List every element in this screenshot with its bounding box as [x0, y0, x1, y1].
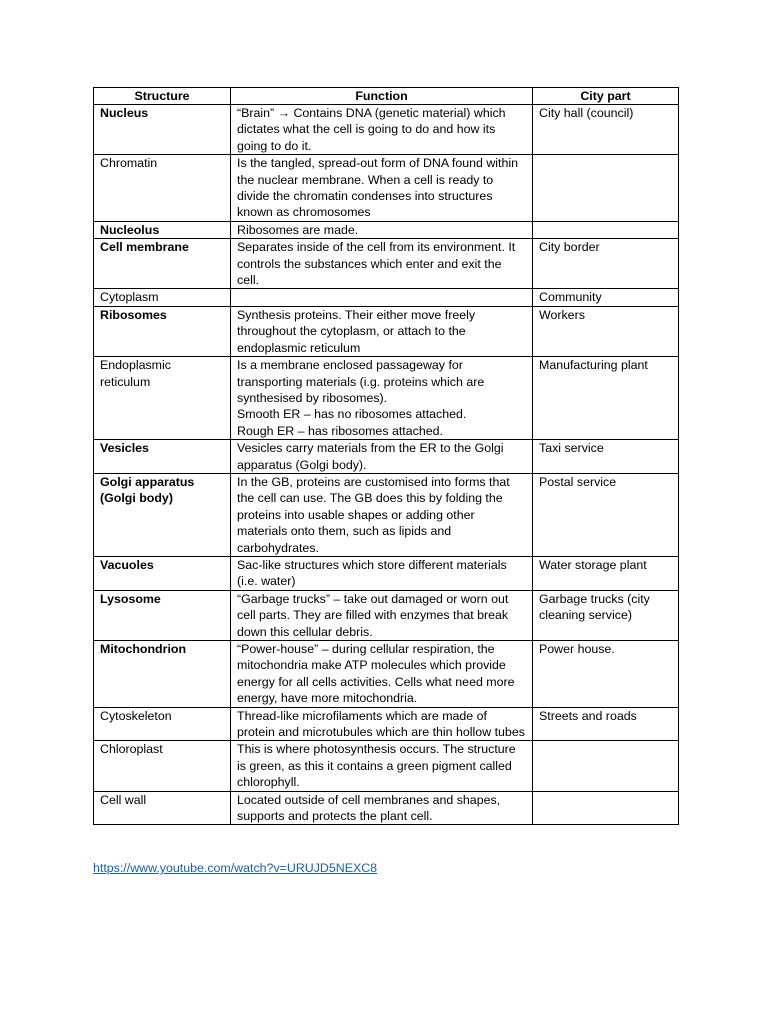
- header-city-part: City part: [533, 88, 679, 105]
- function-line: Is a membrane enclosed passageway for transporting materials (i.g. proteins which are synthesised by ribosomes).: [237, 358, 485, 405]
- city-part-cell: Water storage plant: [533, 556, 679, 590]
- table-row: [94, 741, 679, 791]
- structure-cell: Ribosomes: [94, 306, 231, 356]
- function-cell: Ribosomes are made.: [231, 221, 533, 238]
- function-cell: Synthesis proteins. Their either move freely throughout the cytoplasm, or attach to the endoplasmic reticulum: [231, 306, 533, 356]
- function-line: Rough ER – has ribosomes attached.: [237, 423, 443, 438]
- table-row: [94, 221, 679, 238]
- city-part-cell: [533, 221, 679, 238]
- table-row: [94, 105, 679, 155]
- function-line: Smooth ER – has no ribosomes attached.: [237, 407, 467, 422]
- city-part-cell: Power house.: [533, 641, 679, 708]
- table-row: [94, 791, 679, 825]
- city-part-cell: Streets and roads: [533, 707, 679, 741]
- function-cell: [231, 289, 533, 306]
- function-cell: [231, 357, 533, 440]
- table-row: [94, 473, 679, 556]
- table-row: [94, 289, 679, 306]
- table-row: [94, 641, 679, 708]
- table-row: [94, 440, 679, 474]
- table-row: [94, 357, 679, 440]
- structure-cell: Golgi apparatus (Golgi body): [94, 473, 231, 556]
- structure-cell: Cell membrane: [94, 239, 231, 289]
- youtube-link[interactable]: https://www.youtube.com/watch?v=URUJD5NEXC8: [93, 861, 378, 875]
- function-cell: “Garbage trucks” – take out damaged or worn out cell parts. They are filled with enzymes that break down this cellular debris.: [231, 590, 533, 640]
- city-part-cell: [533, 741, 679, 791]
- table-row: [94, 239, 679, 289]
- city-part-cell: Taxi service: [533, 440, 679, 474]
- city-part-cell: Postal service: [533, 473, 679, 556]
- function-cell: “Power-house” – during cellular respiration, the mitochondria make ATP molecules which provide energy for all cells activities. Cells what need more energy, have more mitochondria.: [231, 641, 533, 708]
- function-cell: Is the tangled, spread-out form of DNA found within the nuclear membrane. When a cell is ready to divide the chromatin condenses into structures known as chromosomes: [231, 155, 533, 222]
- table-row: [94, 306, 679, 356]
- structure-cell: Cytoplasm: [94, 289, 231, 306]
- structure-cell: Cytoskeleton: [94, 707, 231, 741]
- structure-cell: Nucleolus: [94, 221, 231, 238]
- structure-cell: Chloroplast: [94, 741, 231, 791]
- cell-structure-table: [93, 87, 679, 825]
- table-row: [94, 556, 679, 590]
- structure-cell: Lysosome: [94, 590, 231, 640]
- city-part-cell: Community: [533, 289, 679, 306]
- function-cell: Separates inside of the cell from its environment. It controls the substances which enter and exit the cell.: [231, 239, 533, 289]
- function-cell: “Brain” → Contains DNA (genetic material) which dictates what the cell is going to do and how its going to do it.: [231, 105, 533, 155]
- structure-cell: Mitochondrion: [94, 641, 231, 708]
- function-cell: Vesicles carry materials from the ER to the Golgi apparatus (Golgi body).: [231, 440, 533, 474]
- header-structure: Structure: [94, 88, 231, 105]
- structure-cell: Vacuoles: [94, 556, 231, 590]
- function-cell: In the GB, proteins are customised into forms that the cell can use. The GB does this by folding the proteins into usable shapes or adding other materials onto them, such as lipids and carbohydrates.: [231, 473, 533, 556]
- header-function: Function: [231, 88, 533, 105]
- structure-cell: Endoplasmic reticulum: [94, 357, 231, 440]
- city-part-cell: Workers: [533, 306, 679, 356]
- function-cell: Located outside of cell membranes and shapes, supports and protects the plant cell.: [231, 791, 533, 825]
- structure-cell: Cell wall: [94, 791, 231, 825]
- city-part-cell: City hall (council): [533, 105, 679, 155]
- table-header-row: [94, 88, 679, 105]
- function-cell: Thread-like microfilaments which are made of protein and microtubules which are thin hollow tubes: [231, 707, 533, 741]
- city-part-cell: Manufacturing plant: [533, 357, 679, 440]
- city-part-cell: City border: [533, 239, 679, 289]
- table-row: [94, 707, 679, 741]
- structure-cell: Vesicles: [94, 440, 231, 474]
- city-part-cell: [533, 155, 679, 222]
- function-cell: Sac-like structures which store different materials (i.e. water): [231, 556, 533, 590]
- city-part-cell: [533, 791, 679, 825]
- structure-cell: Chromatin: [94, 155, 231, 222]
- city-part-cell: Garbage trucks (city cleaning service): [533, 590, 679, 640]
- table-row: [94, 155, 679, 222]
- structure-cell: Nucleus: [94, 105, 231, 155]
- table-row: [94, 590, 679, 640]
- function-cell: This is where photosynthesis occurs. The structure is green, as this it contains a green pigment called chlorophyll.: [231, 741, 533, 791]
